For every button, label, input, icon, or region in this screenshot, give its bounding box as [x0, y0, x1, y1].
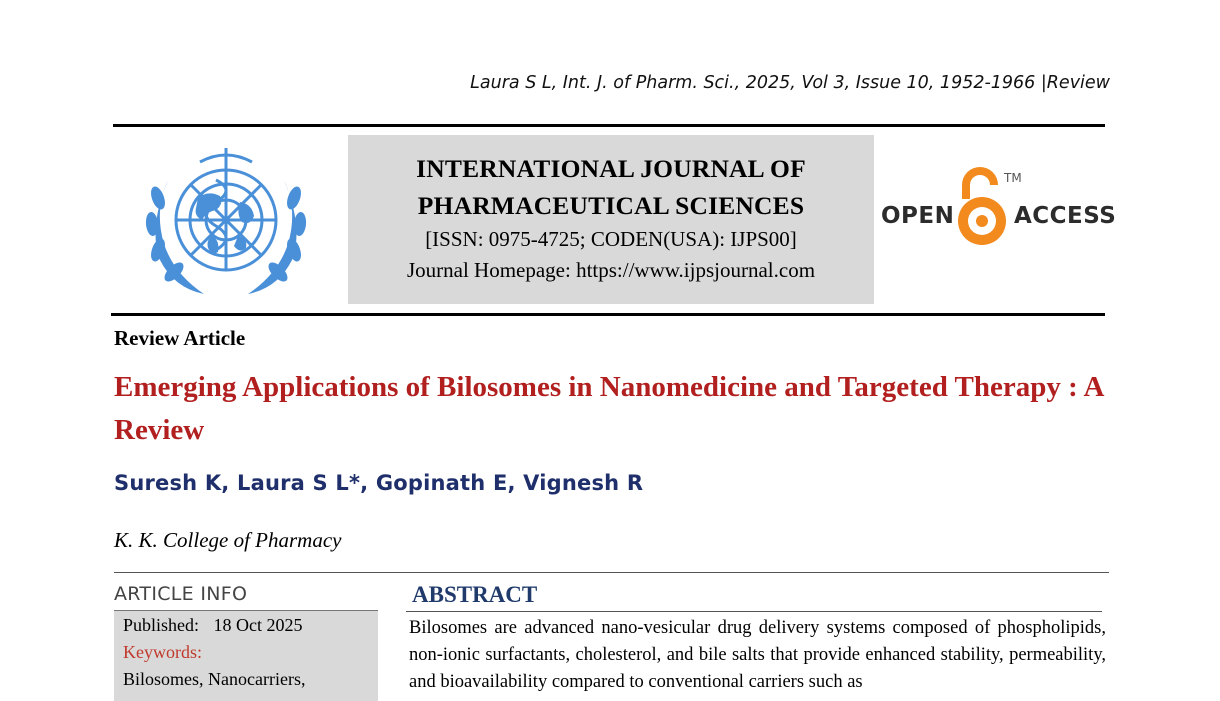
article-type: Review Article — [114, 326, 246, 350]
open-access-tm: TM — [1004, 171, 1022, 185]
published-date: 18 Oct 2025 — [213, 615, 303, 635]
article-info-box — [114, 611, 378, 701]
section-divider — [114, 572, 1109, 573]
journal-title-line2: PHARMACEUTICAL SCIENCES — [417, 191, 805, 220]
running-head: Laura S L, Int. J. of Pharm. Sci., 2025, Vol 3, Issue 10, 1952-1966 |Review — [470, 73, 1110, 93]
keywords-list: Bilosomes, Nanocarriers, — [123, 669, 306, 689]
author-list: Suresh K, Laura S L*, Gopinath E, Vignesh R — [114, 471, 644, 495]
un-emblem-logo — [128, 140, 324, 306]
affiliation: K. K. College of Pharmacy — [114, 528, 342, 552]
open-access-access-text: ACCESS — [1014, 203, 1117, 229]
journal-title-line1: INTERNATIONAL JOURNAL OF — [416, 154, 806, 183]
abstract-rule — [406, 611, 1102, 612]
open-access-open-text: OPEN — [881, 203, 955, 229]
article-title: Emerging Applications of Bilosomes in Nanomedicine and Targeted Therapy : A Review — [114, 371, 1103, 446]
header-top-rule — [113, 124, 1105, 127]
keywords-label: Keywords: — [123, 642, 202, 662]
abstract-text: Bilosomes are advanced nano-vesicular drug delivery systems composed of phospholipids, non-ionic surfactants, cholesterol, and bile salts that provide enhanced stability, permeability, and bioavailability compared to conventional carriers such as — [409, 618, 1106, 692]
abstract-heading: ABSTRACT — [412, 582, 538, 607]
article-info-heading: ARTICLE INFO — [114, 583, 248, 605]
journal-title-box — [348, 135, 874, 304]
open-access-logo — [880, 165, 1117, 253]
journal-issn: [ISSN: 0975-4725; CODEN(USA): IJPS00] — [425, 227, 797, 251]
journal-homepage[interactable]: Journal Homepage: https://www.ijpsjournal.com — [406, 258, 816, 282]
header-bottom-rule — [111, 313, 1105, 316]
published-label: Published: — [123, 615, 200, 635]
published-row — [123, 615, 303, 636]
